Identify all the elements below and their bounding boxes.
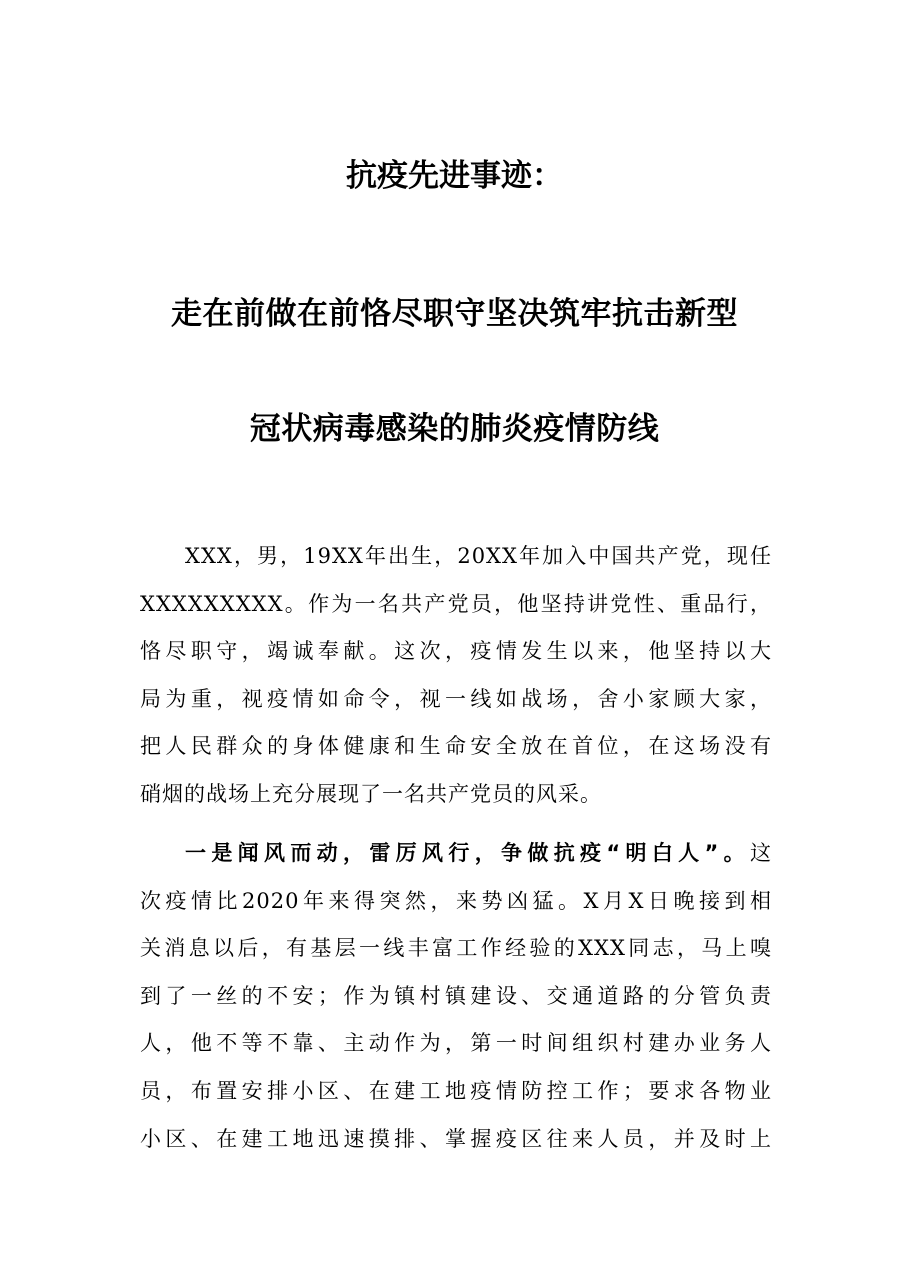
paragraph-intro bbox=[140, 533, 772, 819]
paragraph-line: 员，布置安排小区、在建工地疫情防控工作；要求各物业 bbox=[140, 1078, 772, 1103]
paragraph-line: XXXXXXXXX。作为一名共产党员，他坚持讲党性、重品行， bbox=[140, 591, 772, 616]
paragraph-line: 局为重，视疫情如命令，视一线如战场，舍小家顾大家， bbox=[140, 686, 772, 711]
paragraph-line: 恪尽职守，竭诚奉献。这次，疫情发生以来，他坚持以大 bbox=[140, 639, 772, 664]
paragraph-line: XXX，男，19XX年出生，20XX年加入中国共产党，现任 bbox=[185, 544, 772, 568]
paragraph-lead-rest: 这 bbox=[750, 841, 772, 865]
paragraph-line: 关消息以后，有基层一线丰富工作经验的XXX同志，马上嗅 bbox=[140, 936, 772, 961]
paragraph-line: 次疫情比2020年来得突然，来势凶猛。X月X日晚接到相 bbox=[140, 888, 772, 913]
document-title: 抗疫先进事迹： bbox=[346, 158, 563, 194]
paragraph-line: 到了一丝的不安；作为镇村镇建设、交通道路的分管负责 bbox=[140, 983, 772, 1008]
document-subtitle-line-1: 走在前做在前恪尽职守坚决筑牢抗击新型 bbox=[171, 296, 738, 332]
paragraph-line: 人，他不等不靠、主动作为，第一时间组织村建办业务人 bbox=[140, 1031, 772, 1056]
paragraph-lead-heading: 一是闻风而动，雷厉风行，争做抗疫“明白人”。 bbox=[185, 841, 750, 865]
paragraph-first-line bbox=[140, 830, 772, 878]
document-subtitle-line-2: 冠状病毒感染的肺炎疫情防线 bbox=[249, 411, 660, 447]
paragraph-line: 把人民群众的身体健康和生命安全放在首位，在这场没有 bbox=[140, 734, 772, 759]
paragraph-line: 硝烟的战场上充分展现了一名共产党员的风采。 bbox=[140, 781, 602, 806]
paragraph-point-one bbox=[140, 830, 772, 1163]
paragraph-line: 小区、在建工地迅速摸排、掌握疫区往来人员，并及时上 bbox=[140, 1126, 772, 1151]
